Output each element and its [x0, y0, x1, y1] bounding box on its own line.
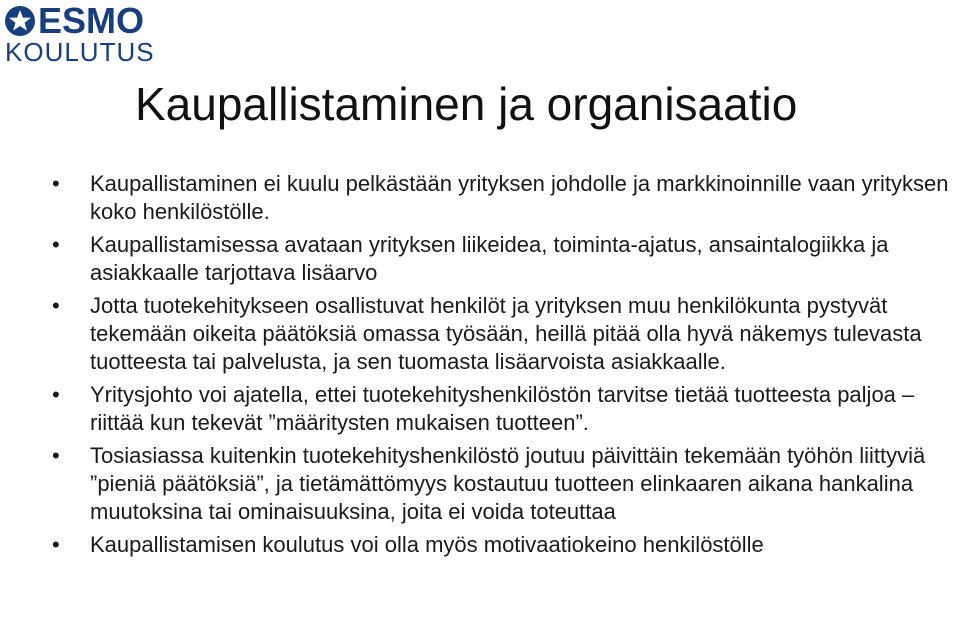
bullet-item: • Kaupallistaminen ei kuulu pelkästään yrityksen johdolle ja markkinoinnille vaan yrityksen koko henkilöstölle. — [52, 170, 952, 226]
slide-title: Kaupallistaminen ja organisaatio — [135, 78, 798, 130]
logo-top-row — [4, 2, 174, 40]
logo-subtitle: KOULUTUS — [5, 37, 155, 67]
bullet-list — [52, 170, 952, 564]
bullet-item: • Tosiasiassa kuitenkin tuotekehityshenkilöstö joutuu päivittäin tekemään työhön liittyviä ”pieniä päätöksiä”, ja tietämättömyys kostautuu tuotteen elinkaaren aikana hankalina muutoksina tai ominaisuuksina, joita ei voida toteuttaa — [52, 442, 952, 526]
logo-name: ESMO — [38, 0, 145, 41]
esmo-logo — [4, 2, 174, 68]
bullet-item: • Kaupallistamisessa avataan yrityksen liikeidea, toiminta-ajatus, ansaintalogiikka ja asiakkaalle tarjottava lisäarvo — [52, 231, 952, 287]
bullet-item: • Jotta tuotekehitykseen osallistuvat henkilöt ja yrityksen muu henkilökunta pystyvät tekemään oikeita päätöksiä omassa työsään, heillä pitää olla hyvä näkemys tulevasta tuotteesta tai palvelusta, ja sen tuomasta lisäarvoista asiakkaalle. — [52, 292, 952, 376]
star-circle-icon — [4, 5, 36, 37]
bullet-item: • Kaupallistamisen koulutus voi olla myös motivaatiokeino henkilöstölle — [52, 531, 952, 559]
bullet-item: • Yritysjohto voi ajatella, ettei tuotekehityshenkilöstön tarvitse tietää tuotteesta paljoa – riittää kun tekevät ”määritysten mukaisen tuotteen”. — [52, 381, 952, 437]
